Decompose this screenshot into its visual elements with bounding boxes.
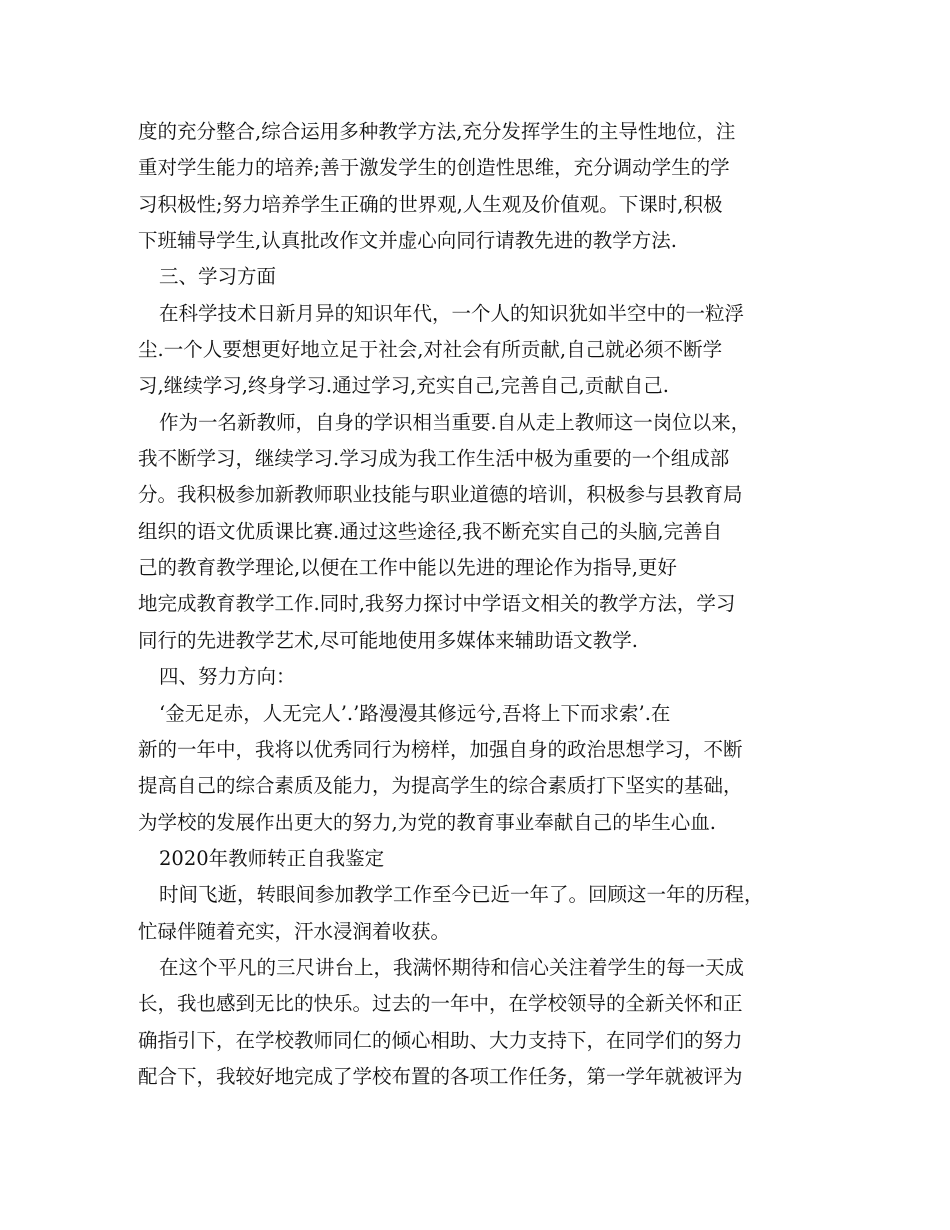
text-line: 分。我积极参加新教师职业技能与职业道德的培训，积极参与县教育局: [138, 483, 743, 507]
text-line: 同行的先进教学艺术,尽可能地使用多媒体来辅助语文教学.: [138, 628, 638, 652]
text-line: 组织的语文优质课比赛.通过这些途径,我不断充实自己的头脑,完善自: [138, 519, 723, 543]
text-line: 作为一名新教师，自身的学识相当重要.自从走上教师这一岗位以来，: [159, 410, 751, 434]
text-line: 习,继续学习,终身学习.通过学习,充实自己,完善自己,贡献自己.: [138, 374, 669, 398]
text-line: 度的充分整合,综合运用多种教学方法,充分发挥学生的主导性地位，注: [138, 120, 736, 143]
text-line: 己的教育教学理论,以便在工作中能以先进的理论作为指导,更好: [138, 556, 677, 580]
text-line: 重对学生能力的培养;善于激发学生的创造性思维，充分调动学生的学: [138, 156, 730, 180]
text-line: 四、努力方向：: [159, 665, 296, 689]
text-line: 提高自己的综合素质及能力，为提高学生的综合素质打下坚实的基础，: [138, 774, 743, 798]
text-line: 确指引下，在学校教师同仁的倾心相助、大力支持下，在同学们的努力: [138, 1028, 743, 1052]
text-line: 配合下，我较好地完成了学校布置的各项工作任务，第一学年就被评为: [138, 1064, 743, 1088]
text-line: 在科学技术日新月异的知识年代，一个人的知识犹如半空中的一粒浮: [159, 301, 745, 325]
text-line: 尘.一个人要想更好地立足于社会,对社会有所贡献,自己就必须不断学: [138, 338, 723, 362]
text-line: 新的一年中，我将以优秀同行为榜样，加强自身的政治思想学习，不断: [138, 737, 743, 761]
text-line: 为学校的发展作出更大的努力,为党的教育事业奉献自己的毕生心血.: [138, 810, 716, 834]
text-line: 三、学习方面: [159, 265, 277, 289]
text-line: 在这个平凡的三尺讲台上，我满怀期待和信心关注着学生的每一天成: [159, 955, 745, 979]
document-body: [138, 114, 818, 1095]
text-line: 2020年教师转正自我鉴定: [159, 846, 385, 870]
text-line: 习积极性;努力培养学生正确的世界观,人生观及价值观。下课时,积极: [138, 192, 723, 216]
text-line: 时间飞逝，转眼间参加教学工作至今已近一年了。回顾这一年的历程，: [159, 883, 764, 907]
text-line: 下班辅导学生,认真批改作文并虚心向同行请教先进的教学方法.: [138, 229, 677, 253]
text-line: 忙碌伴随着充实，汗水浸润着收获。: [138, 919, 451, 943]
text-line: 我不断学习，继续学习.学习成为我工作生活中极为重要的一个组成部: [138, 447, 730, 471]
text-line: 长，我也感到无比的快乐。过去的一年中，在学校领导的全新关怀和正: [138, 992, 743, 1016]
text-line: ‘金无足赤，人无完人’.’路漫漫其修远兮,吾将上下而求索’.在: [159, 701, 671, 725]
text-line: 地完成教育教学工作.同时,我努力探讨中学语文相关的教学方法，学习: [138, 592, 736, 616]
